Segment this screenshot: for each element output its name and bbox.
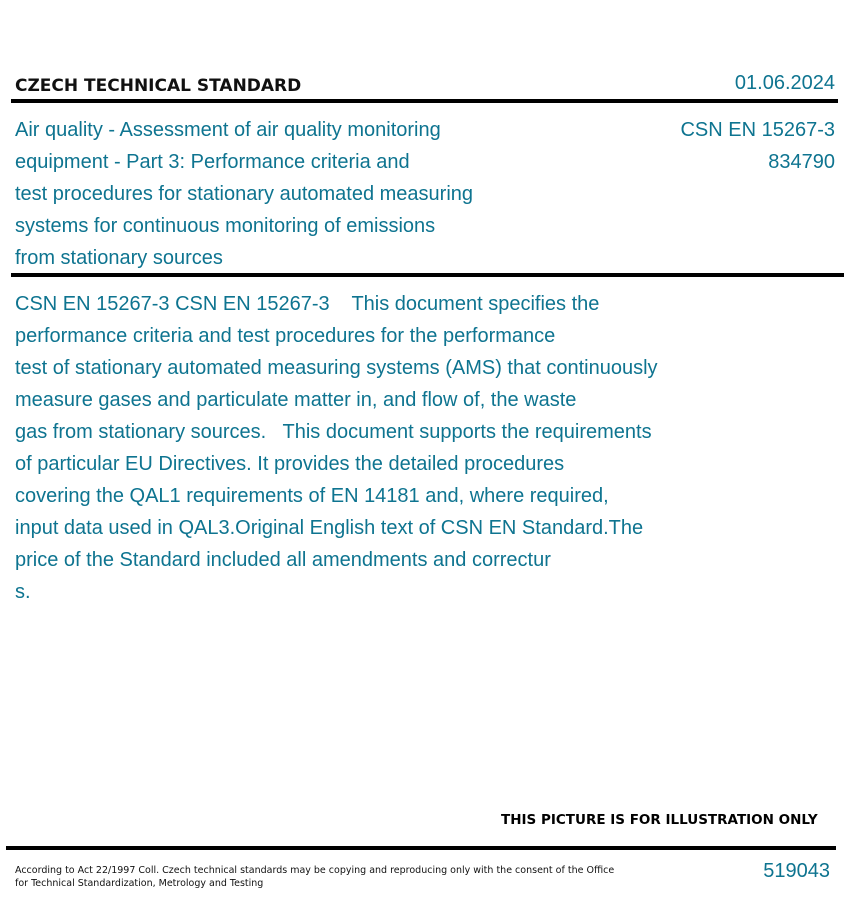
abstract-line: CSN EN 15267-3 CSN EN 15267-3 This document specifies the xyxy=(15,293,600,315)
illustration-notice: THIS PICTURE IS FOR ILLUSTRATION ONLY xyxy=(501,812,818,828)
header-divider xyxy=(11,99,838,103)
publication-date: 01.06.2024 xyxy=(734,72,835,94)
document-title-line: systems for continuous monitoring of emissions xyxy=(15,215,436,237)
abstract-line: covering the QAL1 requirements of EN 14181 and, where required, xyxy=(15,485,609,507)
abstract-line: gas from stationary sources. This document supports the requirements xyxy=(15,421,652,443)
standard-code: CSN EN 15267-3 xyxy=(680,119,835,141)
abstract-text xyxy=(15,288,735,608)
abstract-line: measure gases and particulate matter in, and flow of, the waste xyxy=(15,389,577,411)
abstract-line: performance criteria and test procedures for the performance xyxy=(15,325,556,347)
document-title-line: test procedures for stationary automated measuring xyxy=(15,183,474,205)
legal-notice xyxy=(15,864,614,890)
standard-header-title: CZECH TECHNICAL STANDARD xyxy=(15,76,302,96)
abstract-line: input data used in QAL3.Original English text of CSN EN Standard.The xyxy=(15,517,644,539)
title-divider xyxy=(11,273,844,277)
document-title-line: Air quality - Assessment of air quality monitoring xyxy=(15,119,441,141)
legal-notice-line: According to Act 22/1997 Coll. Czech technical standards may be copying and reproducing only with the consent of the Office xyxy=(15,865,615,876)
abstract-line: test of stationary automated measuring systems (AMS) that continuously xyxy=(15,357,658,379)
footer-product-number: 519043 xyxy=(763,860,830,882)
abstract-line: price of the Standard included all amendments and correctur xyxy=(15,549,551,571)
abstract-line: s. xyxy=(15,581,31,603)
document-title xyxy=(15,114,535,274)
catalog-number: 834790 xyxy=(768,151,835,173)
abstract-line: of particular EU Directives. It provides the detailed procedures xyxy=(15,453,565,475)
document-title-line: equipment - Part 3: Performance criteria and xyxy=(15,151,410,173)
footer-divider xyxy=(6,846,836,850)
legal-notice-line: for Technical Standardization, Metrology and Testing xyxy=(15,878,264,889)
document-title-line: from stationary sources xyxy=(15,247,223,269)
